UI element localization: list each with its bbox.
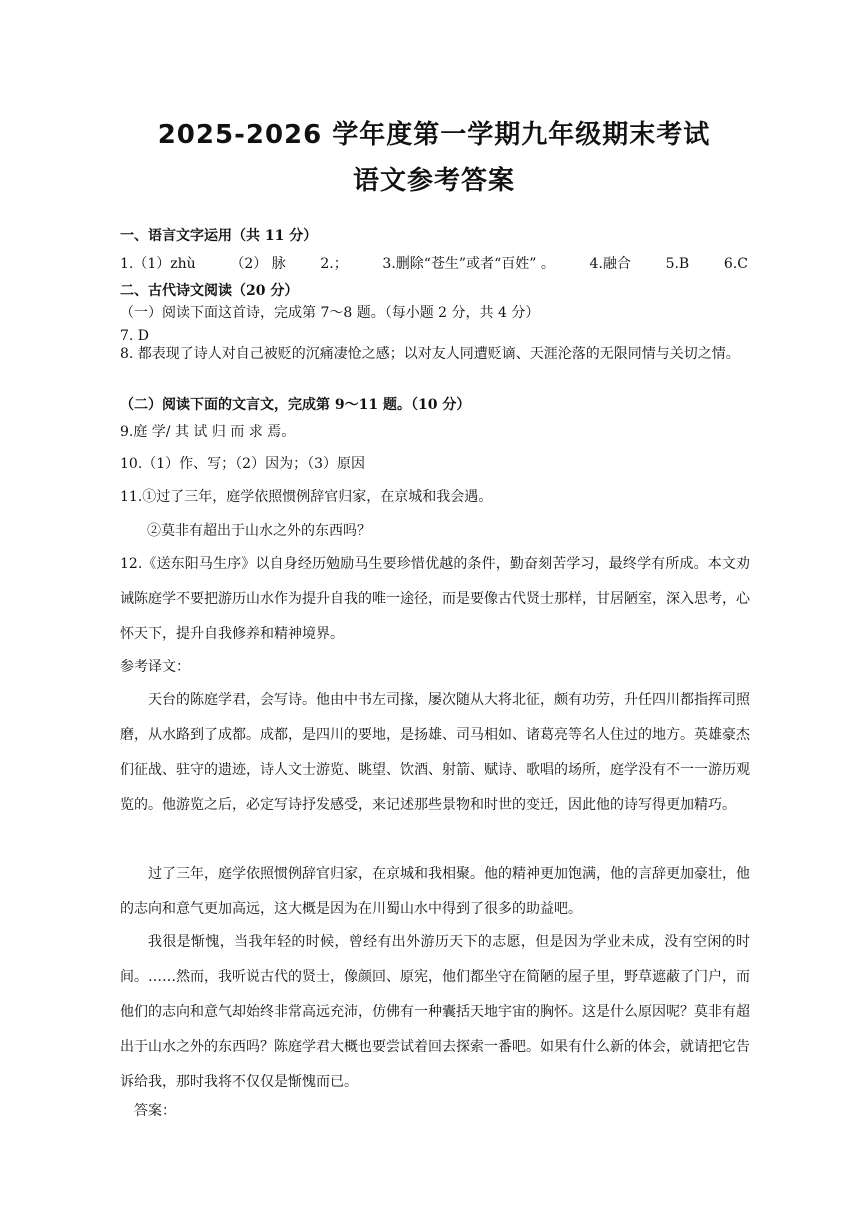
translation-label: 参考译文： xyxy=(120,659,190,675)
answer-11-2: ②莫非有超出于山水之外的东西吗？ xyxy=(147,523,371,539)
answer-1-1: 1.（1）zhù xyxy=(120,256,196,272)
answer-10: 10.（1）作、写；（2）因为；（3）原因 xyxy=(120,456,365,472)
exam-subtitle: 语文参考答案 xyxy=(352,166,515,196)
answer-9: 9.庭 学/ 其 试 归 而 求 焉。 xyxy=(120,424,296,440)
classical-part-heading: （二）阅读下面的文言文，完成第 9～11 题。（10 分） xyxy=(120,397,471,413)
answer-1-2: （2） 脉 xyxy=(230,256,286,272)
answer-5: 5.B xyxy=(665,256,690,272)
translation-paragraph-1: 天台的陈庭学君，会写诗。他由中书左司掾，屡次随从大将北征，颇有功劳，升任四川都指挥司照磨，从水路到了成都。成都，是四川的要地，是扬雄、司马相如、诸葛亮等名人住过的地方。英雄豪杰们征战、驻守的遗迹，诗人文士游览、眺望、饮酒、射箭、赋诗、歌唱的场所，庭学没有不一一游历观览的。他游览之后，必定写诗抒发感受，来记述那些景物和时世的变迁，因此他的诗写得更加精巧。 xyxy=(120,692,750,813)
answer-label: 答案： xyxy=(134,1103,176,1119)
answer-12: 12.《送东阳马生序》以自身经历勉励马生要珍惜优越的条件，勤奋刻苦学习，最终学有所成。本文劝诫陈庭学不要把游历山水作为提升自我的唯一途径，而是要像古代贤士那样，甘居陋室，深入思考，心怀天下，提升自我修养和精神境界。 xyxy=(120,556,750,642)
answer-11-1: 11.①过了三年，庭学依照惯例辞官归家，在京城和我会遇。 xyxy=(120,489,493,505)
answer-4: 4.融合 xyxy=(589,256,631,272)
section2-heading: 二、古代诗文阅读（20 分） xyxy=(120,283,299,299)
poem-part-heading: （一）阅读下面这首诗，完成第 7～8 题。（每小题 2 分，共 4 分） xyxy=(120,305,540,321)
answer-3: 3.删除“苍生”或者“百姓” 。 xyxy=(382,256,555,272)
answer-8: 8. 都表现了诗人对自己被贬的沉痛凄怆之感；以对友人同遭贬谪、天涯沦落的无限同情与关切之情。 xyxy=(120,346,740,362)
answer-7: 7. D xyxy=(120,328,150,344)
section1-answers-row xyxy=(120,254,748,274)
answer-2: 2.； xyxy=(320,256,348,272)
section1-heading: 一、语言文字运用（共 11 分） xyxy=(120,228,318,244)
translation-paragraph-2: 过了三年，庭学依照惯例辞官归家，在京城和我相聚。他的精神更加饱满，他的言辞更加豪壮，他的志向和意气更加高远，这大概是因为在川蜀山水中得到了很多的助益吧。 xyxy=(120,866,750,917)
translation-paragraph-3: 我很是惭愧，当我年轻的时候，曾经有出外游历天下的志愿，但是因为学业未成，没有空闲的时间。……然而，我听说古代的贤士，像颜回、原宪，他们都坐守在简陋的屋子里，野草遮蔽了门户，而他们的志向和意气却始终非常高远充沛，仿佛有一种囊括天地宇宙的胸怀。这是什么原因呢？莫非有超出于山水之外的东西吗？陈庭学君大概也要尝试着回去探索一番吧。如果有什么新的体会，就请把它告诉给我，那时我将不仅仅是惭愧而已。 xyxy=(120,934,750,1090)
exam-title: 2025-2026 学年度第一学期九年级期末考试 xyxy=(157,120,711,150)
answer-6: 6.C xyxy=(723,256,748,272)
